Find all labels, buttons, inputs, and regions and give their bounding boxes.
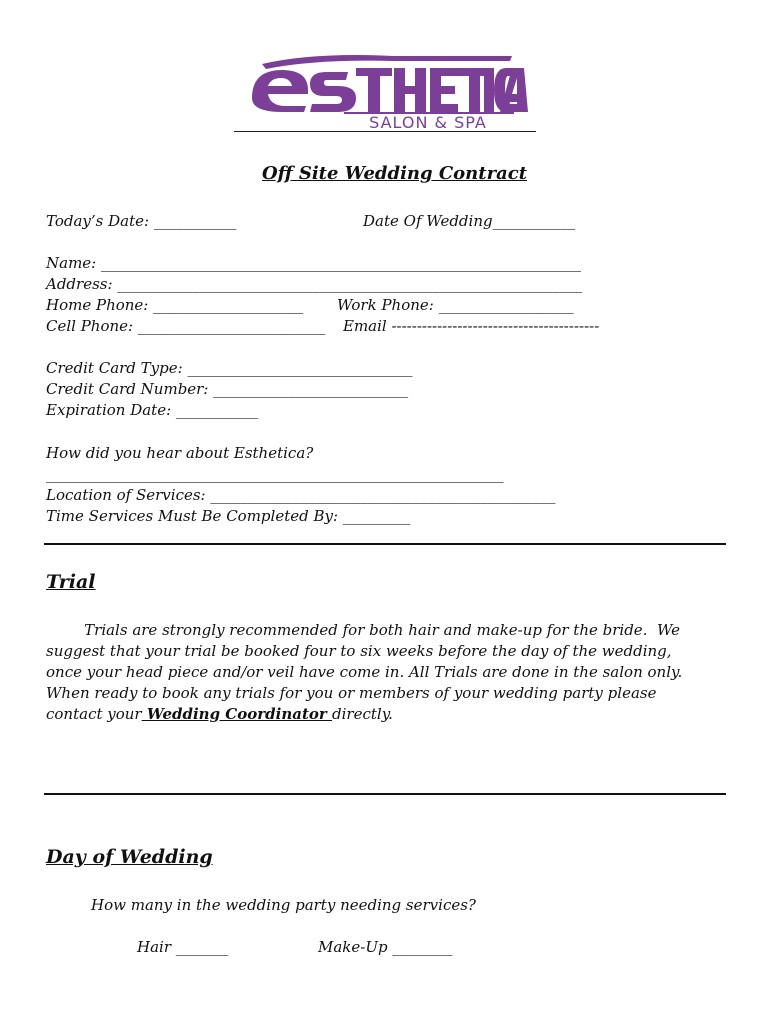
- makeup-count-field[interactable]: Make-Up ________: [318, 938, 453, 956]
- address-field[interactable]: Address: ______________________________________________________________: [46, 275, 583, 293]
- section-divider: [44, 793, 726, 795]
- section-divider: [44, 543, 726, 545]
- trial-paragraph: [46, 620, 736, 725]
- hair-count-field[interactable]: Hair _______: [137, 938, 229, 956]
- referral-answer-line[interactable]: _____________________________________________________________: [46, 465, 504, 483]
- referral-question: How did you hear about Esthetica?: [46, 444, 314, 462]
- party-count-question: How many in the wedding party needing services?: [91, 896, 476, 914]
- trial-line: Trials are strongly recommended for both hair and make-up for the bride. We: [46, 621, 681, 639]
- logo-tagline: SALON & SPA: [369, 113, 487, 130]
- expiration-date-field[interactable]: Expiration Date: ___________: [46, 401, 259, 419]
- home-phone-field[interactable]: Home Phone: ____________________: [46, 296, 304, 314]
- time-completed-field[interactable]: Time Services Must Be Completed By: _________: [46, 507, 411, 525]
- cell-phone-field[interactable]: Cell Phone: _________________________: [46, 317, 326, 335]
- work-phone-field[interactable]: Work Phone: __________________: [337, 296, 574, 314]
- trial-heading: Trial: [46, 571, 96, 593]
- trial-line: contact your: [46, 705, 142, 723]
- credit-card-type-field[interactable]: Credit Card Type: ______________________________: [46, 359, 413, 377]
- credit-card-number-field[interactable]: Credit Card Number: __________________________: [46, 380, 409, 398]
- esthetica-logo: [244, 50, 534, 130]
- email-field[interactable]: Email -----------------------------------------: [343, 317, 600, 335]
- wedding-date-field[interactable]: Date Of Wedding___________: [363, 212, 576, 230]
- trial-line: directly.: [332, 705, 393, 723]
- document-title: Off Site Wedding Contract: [262, 163, 528, 184]
- location-field[interactable]: Location of Services: ______________________________________________: [46, 486, 556, 504]
- logo-underline: [234, 131, 536, 132]
- trial-line: once your head piece and/or veil have come in. All Trials are done in the salon only.: [46, 663, 683, 681]
- day-of-wedding-heading: Day of Wedding: [46, 846, 213, 868]
- trial-line: When ready to book any trials for you or members of your wedding party please: [46, 684, 657, 702]
- name-field[interactable]: Name: ________________________________________________________________: [46, 254, 581, 272]
- todays-date-field[interactable]: Today’s Date: ___________: [46, 212, 237, 230]
- trial-line: suggest that your trial be booked four to six weeks before the day of the wedding,: [46, 642, 672, 660]
- wedding-coordinator-link: Wedding Coordinator: [141, 705, 333, 723]
